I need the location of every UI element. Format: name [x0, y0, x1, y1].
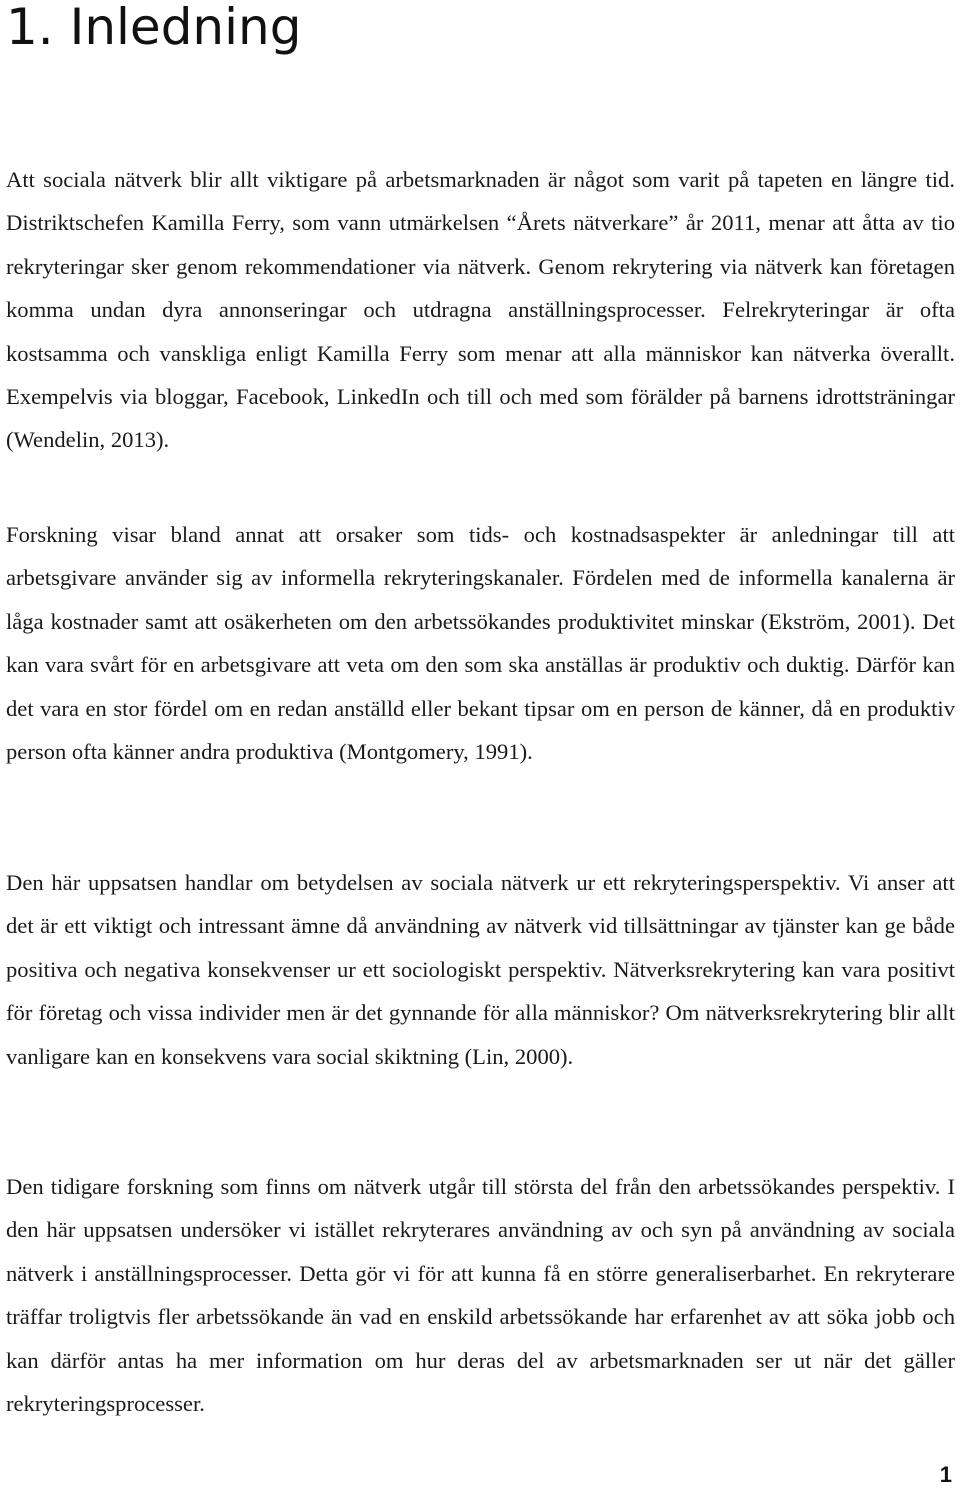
paragraph-intro: Att sociala nätverk blir allt viktigare på arbetsmarknaden är något som varit på tapeten en längre tid. Distriktschefen Kamilla Ferry, som vann utmärkelsen “Årets nätverkare” år 2011, menar att åtta av tio rekryteringar sker genom rekommendationer via nätverk. Genom rekrytering via nätverk kan företagen komma undan dyra annonseringar och utdragna anställningsprocesser. Felrekryteringar är ofta kostsamma och vanskliga enligt Kamilla Ferry som menar att alla människor kan nätverka överallt. Exempelvis via bloggar, Facebook, LinkedIn och till och med som förälder på barnens idrottsträningar (Wendelin, 2013).: [6, 167, 955, 453]
paragraph-research: Forskning visar bland annat att orsaker som tids- och kostnadsaspekter är anledningar till att arbetsgivare använder sig av informella rekryteringskanaler. Fördelen med de informella kanalerna är låga kostnader samt att osäkerheten om den arbetssökandes produktivitet minskar (Ekström, 2001). Det kan vara svårt för en arbetsgivare att veta om den som ska anställas är produktiv och duktig. Därför kan det vara en stor fördel om en redan anställd eller bekant tipsar om en person de känner, då en produktiv person ofta känner andra produktiva (Montgomery, 1991).: [6, 522, 955, 765]
page-number: 1: [939, 1462, 952, 1487]
paragraph-perspective: Den tidigare forskning som finns om nätverk utgår till största del från den arbetssökandes perspektiv. I den här uppsatsen undersöker vi istället rekryterares användning av och syn på användning av sociala nätverk i anställningsprocesser. Detta gör vi för att kunna få en större generaliserbarhet. En rekryterare träffar troligtvis fler arbetssökande än vad en enskild arbetssökande har erfarenhet av att söka jobb och kan därför antas ha mer information om hur deras del av arbetsmarknaden ser ut när det gäller rekryteringsprocesser.: [6, 1174, 955, 1417]
section-heading: 1. Inledning: [6, 0, 302, 56]
paragraph-purpose: Den här uppsatsen handlar om betydelsen av sociala nätverk ur ett rekryteringsperspektiv. Vi anser att det är ett viktigt och intressant ämne då användning av nätverk vid tillsättningar av tjänster kan ge både positiva och negativa konsekvenser ur ett sociologiskt perspektiv. Nätverksrekrytering kan vara positivt för företag och vissa individer men är det gynnande för alla människor? Om nätverksrekrytering blir allt vanligare kan en konsekvens vara social skiktning (Lin, 2000).: [6, 870, 955, 1069]
